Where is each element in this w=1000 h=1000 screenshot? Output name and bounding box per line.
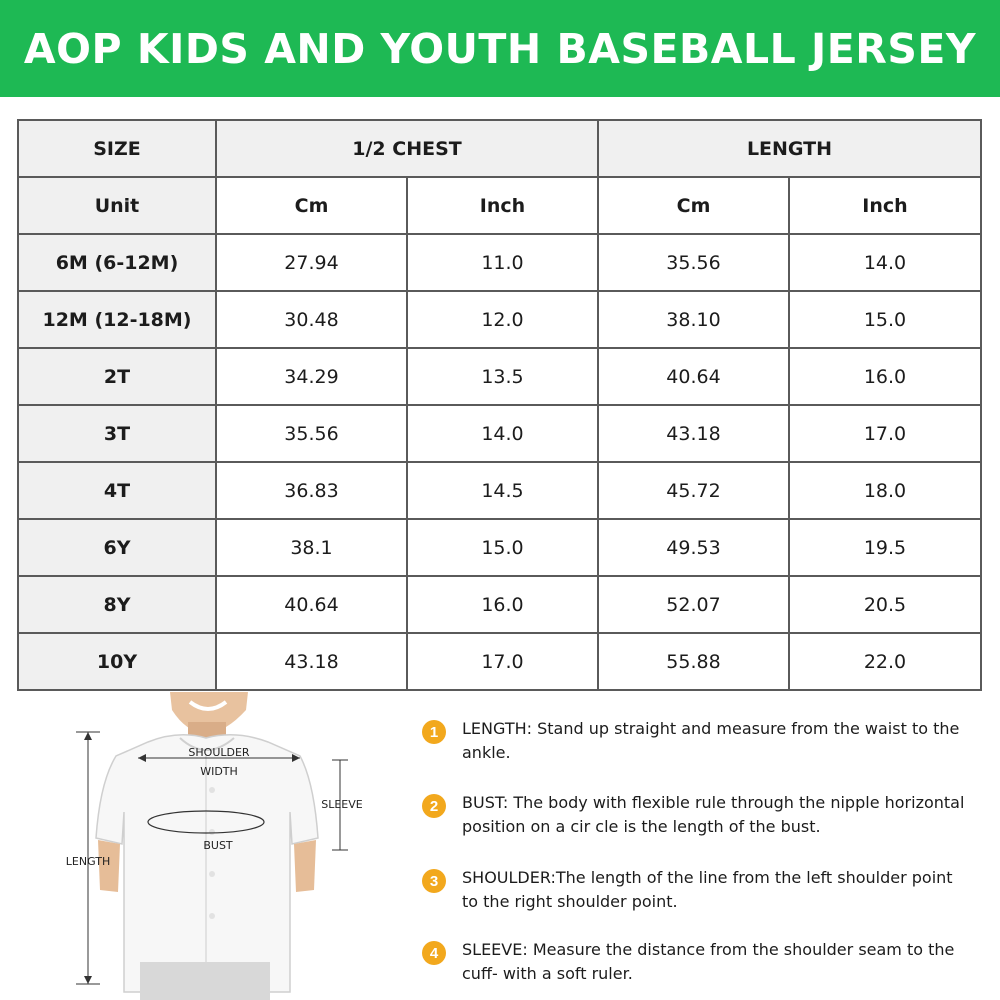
size-cell: 6Y xyxy=(18,519,216,576)
size-cell: 2T xyxy=(18,348,216,405)
table-row xyxy=(18,519,981,576)
value-cell-length-cm: 43.18 xyxy=(598,405,789,462)
value-cell-chest-cm: 40.64 xyxy=(216,576,407,633)
note-length xyxy=(422,717,982,765)
jersey-button xyxy=(209,829,215,835)
table-row xyxy=(18,234,981,291)
length-label: LENGTH xyxy=(65,855,111,868)
value-cell-chest-inch: 11.0 xyxy=(407,234,598,291)
shoulder-width-label: WIDTH xyxy=(200,765,238,778)
note-text: SLEEVE: Measure the distance from the shoulder seam to the cuff- with a soft ruler. xyxy=(462,940,955,983)
note-sleeve xyxy=(422,938,982,986)
value-cell-length-cm: 35.56 xyxy=(598,234,789,291)
table-row xyxy=(18,576,981,633)
value-cell-length-inch: 18.0 xyxy=(789,462,981,519)
header-length: LENGTH xyxy=(598,120,981,177)
value-cell-length-cm: 55.88 xyxy=(598,633,789,690)
unit-chest-inch: Inch xyxy=(407,177,598,234)
header-size: SIZE xyxy=(18,120,216,177)
size-cell: 4T xyxy=(18,462,216,519)
value-cell-length-inch: 14.0 xyxy=(789,234,981,291)
value-cell-chest-cm: 34.29 xyxy=(216,348,407,405)
shoulder-label-line1: SHOULDER xyxy=(188,746,250,759)
shoulder-label xyxy=(174,746,264,760)
value-cell-length-cm: 52.07 xyxy=(598,576,789,633)
value-cell-length-inch: 16.0 xyxy=(789,348,981,405)
value-cell-length-cm: 49.53 xyxy=(598,519,789,576)
note-number-badge: 4 xyxy=(422,941,446,965)
table-header-row xyxy=(18,120,981,177)
header-chest: 1/2 CHEST xyxy=(216,120,598,177)
size-cell: 6M (6-12M) xyxy=(18,234,216,291)
jersey-button xyxy=(209,913,215,919)
right-arm xyxy=(294,840,316,892)
table-row xyxy=(18,291,981,348)
value-cell-length-inch: 17.0 xyxy=(789,405,981,462)
jersey-diagram xyxy=(0,692,400,1000)
value-cell-chest-inch: 12.0 xyxy=(407,291,598,348)
title-banner xyxy=(0,0,1000,97)
value-cell-length-cm: 38.10 xyxy=(598,291,789,348)
value-cell-chest-inch: 17.0 xyxy=(407,633,598,690)
table-row xyxy=(18,405,981,462)
value-cell-chest-inch: 14.0 xyxy=(407,405,598,462)
note-number-badge: 1 xyxy=(422,720,446,744)
value-cell-chest-inch: 15.0 xyxy=(407,519,598,576)
value-cell-chest-cm: 30.48 xyxy=(216,291,407,348)
page-title: AOP KIDS AND YOUTH BASEBALL JERSEY xyxy=(23,24,977,73)
value-cell-length-cm: 45.72 xyxy=(598,462,789,519)
length-arrowhead-bottom xyxy=(84,976,92,984)
note-shoulder xyxy=(422,866,982,914)
value-cell-chest-inch: 14.5 xyxy=(407,462,598,519)
value-cell-chest-cm: 38.1 xyxy=(216,519,407,576)
note-bust xyxy=(422,791,982,839)
sleeve-label: SLEEVE xyxy=(321,798,363,811)
value-cell-length-inch: 19.5 xyxy=(789,519,981,576)
note-text: BUST: The body with flexible rule through the nipple horizontal position on a cir cle is the length of the bust. xyxy=(462,793,965,836)
note-text: LENGTH: Stand up straight and measure from the waist to the ankle. xyxy=(462,719,960,762)
table-row xyxy=(18,462,981,519)
note-number-badge: 2 xyxy=(422,794,446,818)
note-text: SHOULDER:The length of the line from the left shoulder point to the right shoulder point. xyxy=(462,868,953,911)
value-cell-chest-cm: 43.18 xyxy=(216,633,407,690)
value-cell-length-inch: 15.0 xyxy=(789,291,981,348)
jersey-button xyxy=(209,871,215,877)
size-cell: 8Y xyxy=(18,576,216,633)
value-cell-chest-cm: 36.83 xyxy=(216,462,407,519)
bust-label: BUST xyxy=(203,839,233,852)
value-cell-chest-inch: 13.5 xyxy=(407,348,598,405)
note-number-badge: 3 xyxy=(422,869,446,893)
table-body xyxy=(18,234,981,690)
value-cell-chest-cm: 35.56 xyxy=(216,405,407,462)
length-arrowhead-top xyxy=(84,732,92,740)
unit-length-cm: Cm xyxy=(598,177,789,234)
value-cell-length-cm: 40.64 xyxy=(598,348,789,405)
size-chart-table xyxy=(17,119,982,691)
size-cell: 3T xyxy=(18,405,216,462)
size-cell: 10Y xyxy=(18,633,216,690)
table-row xyxy=(18,633,981,690)
size-cell: 12M (12-18M) xyxy=(18,291,216,348)
unit-label: Unit xyxy=(18,177,216,234)
value-cell-chest-cm: 27.94 xyxy=(216,234,407,291)
pants xyxy=(140,962,270,1000)
value-cell-length-inch: 22.0 xyxy=(789,633,981,690)
table-unit-row xyxy=(18,177,981,234)
table-row xyxy=(18,348,981,405)
unit-chest-cm: Cm xyxy=(216,177,407,234)
unit-length-inch: Inch xyxy=(789,177,981,234)
value-cell-length-inch: 20.5 xyxy=(789,576,981,633)
jersey-button xyxy=(209,787,215,793)
value-cell-chest-inch: 16.0 xyxy=(407,576,598,633)
